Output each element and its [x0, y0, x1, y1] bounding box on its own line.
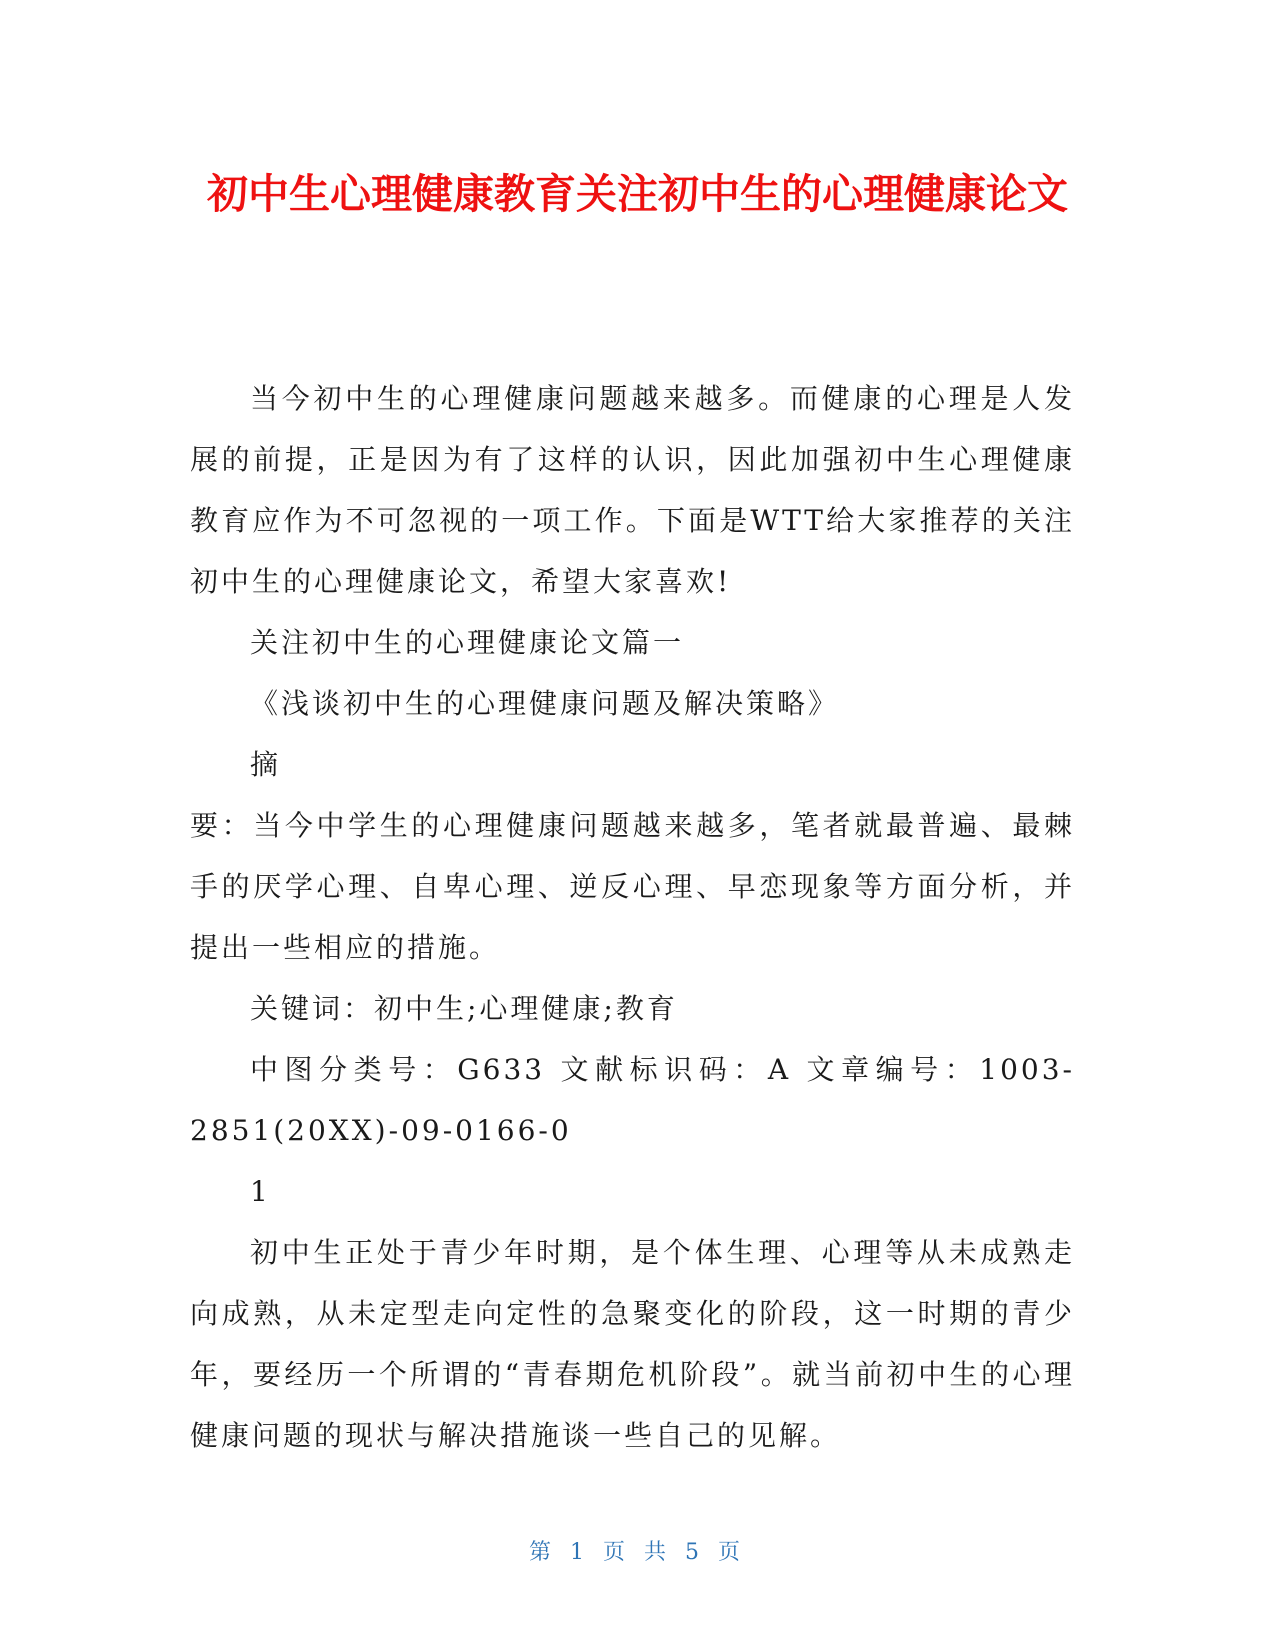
- article-title: 《浅谈初中生的心理健康问题及解决策略》: [250, 687, 840, 720]
- abstract-text: 要：当今中学生的心理健康问题越来越多，笔者就最普遍、最棘手的厌学心理、自卑心理、逆反心理、早恋现象等方面分析，并提出一些相应的措施。: [190, 809, 1075, 964]
- body-paragraph: 初中生正处于青少年时期，是个体生理、心理等从未成熟走向成熟，从未定型走向定性的急聚变化的阶段，这一时期的青少年，要经历一个所谓的“青春期危机阶段”。就当前初中生的心理健康问题的现状与解决措施谈一些自己的见解。: [190, 1236, 1075, 1452]
- classification-info: 中图分类号：G633 文献标识码：A 文章编号：1003-2851(20XX)-09-0166-0: [190, 1053, 1075, 1147]
- section-number: 1: [250, 1175, 271, 1208]
- document-body: [190, 368, 1075, 1466]
- intro-paragraph: 当今初中生的心理健康问题越来越多。而健康的心理是人发展的前提，正是因为有了这样的认识，因此加强初中生心理健康教育应作为不可忽视的一项工作。下面是WTT给大家推荐的关注初中生的心理健康论文，希望大家喜欢!: [190, 382, 1075, 598]
- keywords: 关键词：初中生;心理健康;教育: [250, 992, 678, 1025]
- page-footer: 第 1 页 共 5 页: [529, 1540, 746, 1565]
- abstract-label: 摘: [250, 748, 282, 781]
- document-title: 初中生心理健康教育关注初中生的心理健康论文: [207, 170, 1068, 218]
- section-heading: 关注初中生的心理健康论文篇一: [250, 626, 685, 659]
